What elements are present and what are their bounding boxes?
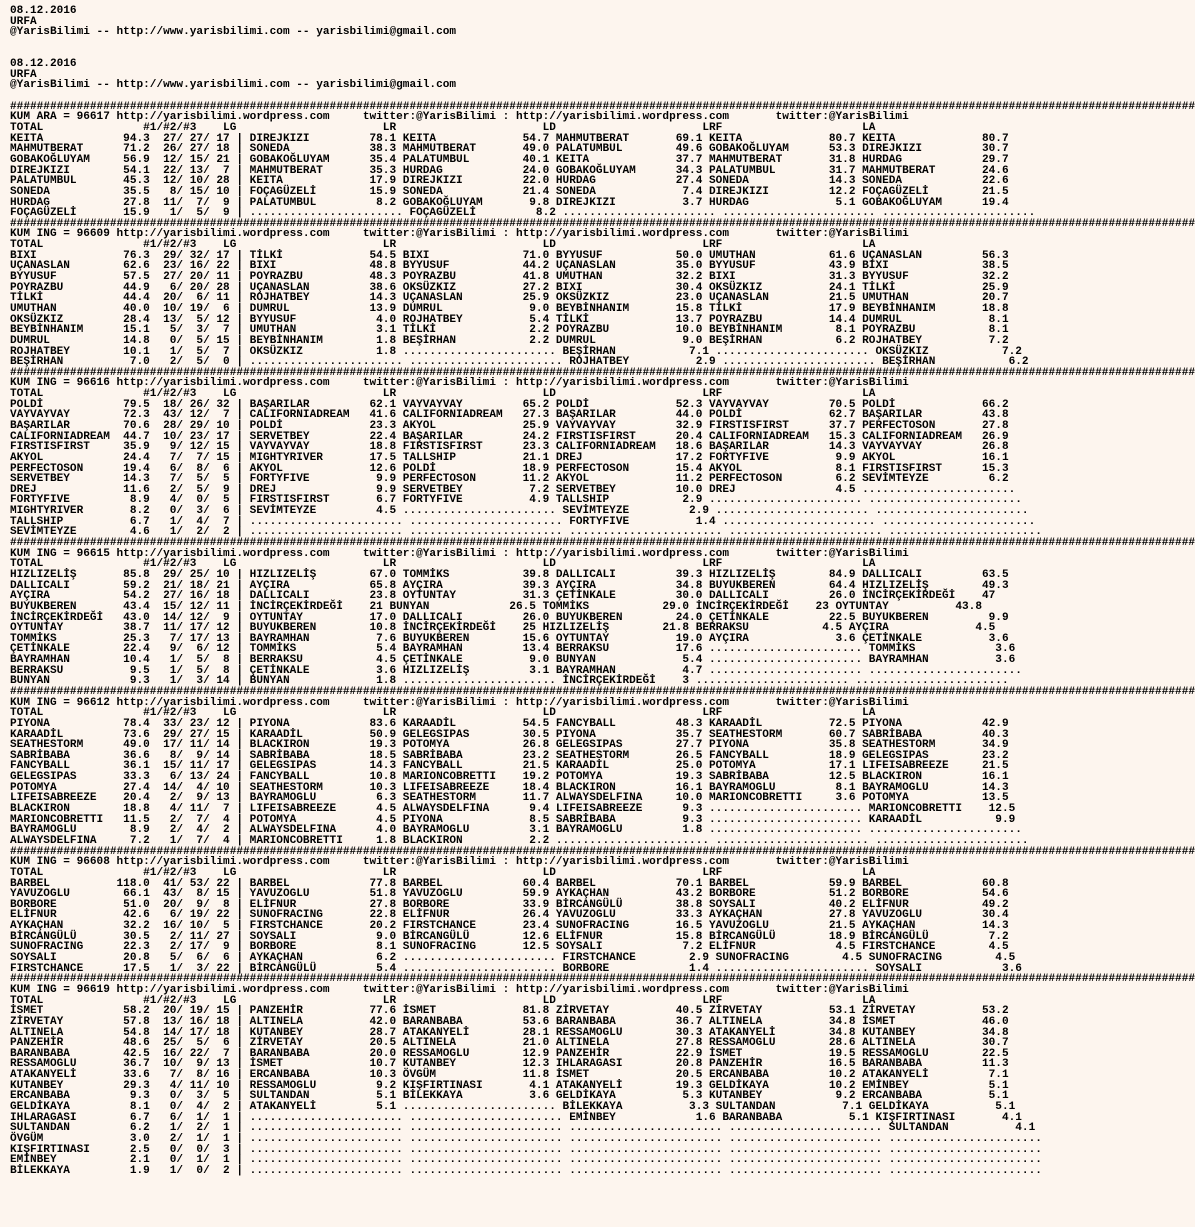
report-line: BAYRAMOGLU 8.9 2/ 4/ 2 | ALWAYSDELFINA 4.0 BAYRAMOGLU 3.1 BAYRAMOGLU 1.8 ....................... ....................... bbox=[10, 824, 1022, 837]
report-line: BORBORE 51.0 20/ 9/ 8 | ELİFNUR 27.8 BORBORE 33.9 BİRCANGÜLÜ 38.8 SOYSALI 40.2 ELİFNUR 49.2 bbox=[10, 898, 1009, 911]
report-line: YAVUZOGLU 66.1 43/ 8/ 15 | YAVUZOGLU 51.8 YAVUZOGLU 59.9 AYKAÇHAN 43.2 BORBORE 51.2 BORBORE 54.6 bbox=[10, 888, 1009, 901]
report-line: BİLEKKAYA 1.9 1/ 0/ 2 | ....................... ....................... ....................... ....................... ....................... bbox=[10, 1164, 1042, 1177]
report-line: HURDAG 27.8 11/ 7/ 9 | PALATUMBUL 8.2 GOBAKOĞLUYAM 9.8 DIREJKIZI 3.7 HURDAG 5.1 GOBAKOĞLUYAM 19.4 bbox=[10, 196, 1009, 209]
report-line: İSMET 58.2 20/ 19/ 15 | PANZEHİR 77.6 İSMET 81.8 ZİRVETAY 40.5 ZİRVETAY 53.1 ZİRVETAY 53.2 bbox=[10, 1005, 1009, 1018]
report-line: ################################################################################################################################################################################## bbox=[10, 100, 1195, 113]
report-line: ################################################################################################################################################################################## bbox=[10, 845, 1195, 858]
report-line: TOTAL #1/#2/#3 LG LR LD LRF LA bbox=[10, 866, 876, 879]
report-line: KIŞFIRTINASI 2.5 0/ 0/ 3 | ....................... ....................... ....................... ....................... ....................... bbox=[10, 1143, 1042, 1156]
report-line: TOTAL #1/#2/#3 LG LR LD LRF LA bbox=[10, 239, 876, 252]
report-line: DIREJKIZI 54.1 22/ 13/ 7 | MAHMUTBERAT 35.3 HURDAG 24.0 GOBAKOĞLUYAM 34.3 PALATUMBUL 31.7 MAHMUTBERAT 24.6 bbox=[10, 164, 1009, 177]
report-line: SONEDA 35.5 8/ 15/ 10 | FOÇAGÜZELİ 15.9 SONEDA 21.4 SONEDA 7.4 DIREJKIZI 12.2 FOÇAGÜZELİ 21.5 bbox=[10, 185, 1009, 198]
report-line: PIYONA 78.4 33/ 23/ 12 | PIYONA 83.6 KARAADİL 54.5 FANCYBALL 48.3 KARAADİL 72.5 PIYONA 42.9 bbox=[10, 717, 1009, 730]
report-line: URFA bbox=[10, 68, 37, 81]
report-line: DREJ 11.6 2/ 5/ 9 | DREJ 9.9 SERVETBEY 7.2 SERVETBEY 10.0 DREJ 4.5 ....................... bbox=[10, 483, 1016, 496]
report-line: SEVİMTEYZE 4.6 1/ 2/ 2 | ....................... ....................... ....................... ....................... ....................... bbox=[10, 526, 1042, 539]
report-line: UÇANASLAN 62.6 23/ 16/ 22 | BIXI 48.8 BYYUSUF 44.2 UÇANASLAN 35.0 BYYUSUF 43.9 BIXI 38.5 bbox=[10, 260, 1009, 273]
report-line: KUM ING = 96608 http://yarisbilimi.wordpress.com twitter:@YarisBilimi : http://yarisbilimi.wordpress.com twitter:@YarisBilimi bbox=[10, 856, 909, 869]
report-line: BARANBABA 42.5 16/ 22/ 7 | BARANBABA 20.0 RESSAMOGLU 12.9 PANZEHİR 22.9 İSMET 19.5 RESSAMOGLU 22.5 bbox=[10, 1047, 1009, 1060]
report-line: ################################################################################################################################################################################## bbox=[10, 973, 1195, 986]
report-line: RESSAMOGLU 36.7 10/ 9/ 13 | İSMET 10.7 KUTANBEY 12.3 IHLARAGASI 20.8 PANZEHİR 16.5 BARANBABA 11.3 bbox=[10, 1058, 1009, 1071]
report-line: KUTANBEY 29.3 4/ 11/ 10 | RESSAMOGLU 9.2 KIŞFIRTINASI 4.1 ATAKANYELİ 19.3 GELDİKAYA 10.2 EMİNBEY 5.1 bbox=[10, 1079, 1009, 1092]
report-line: GELDİKAYA 8.1 0/ 4/ 2 | ATAKANYELİ 5.1 ....................... BİLEKKAYA 3.3 SULTANDAN 7.1 GELDİKAYA 5.1 bbox=[10, 1100, 1016, 1113]
report-line: KARAADİL 73.6 29/ 27/ 15 | KARAADİL 50.9 GELEGSIPAS 30.5 PIYONA 35.7 SEATHESTORM 60.7 SABRİBABA 40.3 bbox=[10, 728, 1009, 741]
report-line: LIFEISABREEZE 20.4 2/ 9/ 13 | BAYRAMOGLU 6.3 SEATHESTORM 11.7 ALWAYSDELFINA 10.0 MARIONCOBRETTI 3.6 POTOMYA 13.5 bbox=[10, 792, 1009, 805]
report-line: ALTINELA 54.8 14/ 17/ 18 | KUTANBEY 28.7 ATAKANYELİ 28.1 RESSAMOGLU 30.3 ATAKANYELİ 34.8 KUTANBEY 34.8 bbox=[10, 1026, 1009, 1039]
report-line: FORTYFIVE 8.9 4/ 0/ 5 | FIRSTISFIRST 6.7 FORTYFIVE 4.9 TALLSHIP 2.9 ....................... ....................... bbox=[10, 494, 1022, 507]
report-line: ROJHATBEY 10.1 1/ 5/ 7 | OKSÜZKIZ 1.8 ....................... BEŞİRHAN 7.1 ....................... OKSÜZKIZ 7.2 bbox=[10, 345, 1022, 358]
report-line: SULTANDAN 6.2 1/ 2/ 1 | ....................... ....................... ....................... ....................... SULTANDAN 4.1 bbox=[10, 1122, 1036, 1135]
report-line: İNCİRÇEKİRDEĞİ 43.0 14/ 12/ 9 | OYTUNTAY 17.0 DALLICALI 26.0 BUYUKBEREN 24.0 ÇETİNKALE 22.5 BUYUKBEREN 9.9 bbox=[10, 611, 1009, 624]
report-line: BAŞARILAR 70.6 28/ 29/ 10 | POLDİ 23.3 AKYOL 25.9 VAYVAYVAY 32.9 FIRSTISFIRST 37.7 PERFECTOSON 27.8 bbox=[10, 419, 1009, 432]
report-line: ################################################################################################################################################################################## bbox=[10, 366, 1195, 379]
report-line: FANCYBALL 36.1 15/ 11/ 17 | GELEGSIPAS 14.3 FANCYBALL 21.5 KARAADİL 25.0 POTOMYA 17.1 LIFEISABREEZE 21.5 bbox=[10, 760, 1009, 773]
report-line: MAHMUTBERAT 71.2 26/ 27/ 18 | SONEDA 38.3 MAHMUTBERAT 49.0 PALATUMBUL 49.6 GOBAKOĞLUYAM 53.3 DIREJKIZI 30.7 bbox=[10, 143, 1009, 156]
report-line: KUM ING = 96612 http://yarisbilimi.wordpress.com twitter:@YarisBilimi : http://yarisbilimi.wordpress.com twitter:@YarisBilimi bbox=[10, 696, 909, 709]
report-line: BUYUKBEREN 43.4 15/ 12/ 11 | İNCİRÇEKİRDEĞİ 21 BUNYAN 26.5 TOMMİKS 29.0 İNCİRÇEKİRDEĞİ 23 OYTUNTAY 43.8 bbox=[10, 600, 982, 613]
report-line: TOTAL #1/#2/#3 LG LR LD LRF LA bbox=[10, 122, 876, 135]
report-line: IHLARAGASI 6.7 6/ 1/ 1 | ....................... ....................... EMİNBEY 1.6 BARANBABA 5.1 KIŞFIRTINASI 4.1 bbox=[10, 1111, 1022, 1124]
report-line: 08.12.2016 bbox=[10, 58, 77, 71]
report-line: BIXI 76.3 29/ 32/ 17 | TİLKİ 54.5 BIXI 71.0 BYYUSUF 50.0 UMUTHAN 61.6 UÇANASLAN 56.3 bbox=[10, 249, 1009, 262]
report-line: EMİNBEY 2.1 0/ 1/ 1 | ....................... ....................... ....................... ....................... ....................... bbox=[10, 1154, 1042, 1167]
report-line: ELİFNUR 42.6 6/ 19/ 22 | SUNOFRACING 22.8 ELİFNUR 26.4 YAVUZOGLU 33.3 AYKAÇHAN 27.8 YAVUZOGLU 30.4 bbox=[10, 909, 1009, 922]
report-line: BİRCANGÜLÜ 30.5 2/ 11/ 27 | SOYSALI 9.0 BİRCANGÜLÜ 12.6 ELİFNUR 15.8 BİRCANGÜLÜ 18.9 BİRCANGÜLÜ 7.2 bbox=[10, 930, 1009, 943]
report-line: PERFECTOSON 19.4 6/ 8/ 6 | AKYOL 12.6 POLDİ 18.9 PERFECTOSON 15.4 AKYOL 8.1 FIRSTISFIRST 15.3 bbox=[10, 462, 1009, 475]
report-line: TOMMİKS 25.3 7/ 17/ 13 | BAYRAMHAN 7.6 BUYUKBEREN 15.6 OYTUNTAY 19.0 AYÇIRA 3.6 ÇETİNKALE 3.6 bbox=[10, 632, 1009, 645]
report-line: KUM ING = 96615 http://yarisbilimi.wordpress.com twitter:@YarisBilimi : http://yarisbilimi.wordpress.com twitter:@YarisBilimi bbox=[10, 547, 909, 560]
report-line: SEATHESTORM 49.0 17/ 11/ 14 | BLACKIRON 19.3 POTOMYA 26.8 GELEGSIPAS 27.7 PIYONA 35.8 SEATHESTORM 34.9 bbox=[10, 739, 1009, 752]
report-line: KUM ING = 96616 http://yarisbilimi.wordpress.com twitter:@YarisBilimi : http://yarisbilimi.wordpress.com twitter:@YarisBilimi bbox=[10, 377, 909, 390]
report-line: 08.12.2016 bbox=[10, 5, 77, 17]
report-line: OYTUNTAY 38.7 11/ 17/ 12 | BUYUKBEREN 10.8 İNCİRÇEKİRDEĞİ 25 HIZLIZELİŞ 21.8 BERRAKSU 4.5 AYÇIRA 4.5 bbox=[10, 622, 996, 635]
report-line: VAYVAYVAY 72.3 43/ 12/ 7 | CALIFORNIADREAM 41.6 CALIFORNIADREAM 27.3 BAŞARILAR 44.0 POLDİ 62.7 BAŞARILAR 43.8 bbox=[10, 409, 1009, 422]
report-line: BARBEL 118.0 41/ 53/ 22 | BARBEL 77.8 BARBEL 60.4 BARBEL 70.1 BARBEL 59.9 BARBEL 60.8 bbox=[10, 877, 1009, 890]
report-line: GELEGSIPAS 33.3 6/ 13/ 24 | FANCYBALL 10.8 MARIONCOBRETTI 19.2 POTOMYA 19.3 SABRİBABA 12.5 BLACKIRON 16.1 bbox=[10, 771, 1009, 784]
report-line: BERRAKSU 9.5 1/ 5/ 8 | ÇETİNKALE 3.6 HIZLIZELİŞ 3.1 BAYRAMHAN 4.7 ....................... ....................... bbox=[10, 664, 1022, 677]
report-line: TİLKİ 44.4 20/ 6/ 11 | ROJHATBEY 14.3 UÇANASLAN 25.9 OKSÜZKIZ 23.0 UÇANASLAN 21.5 UMUTHAN 20.7 bbox=[10, 292, 1009, 305]
report-line: BEYBİNHANIM 15.1 5/ 3/ 7 | UMUTHAN 3.1 TİLKİ 2.2 POYRAZBU 10.0 BEYBİNHANIM 8.1 POYRAZBU 8.1 bbox=[10, 324, 1009, 337]
report-line: UMUTHAN 40.0 10/ 19/ 6 | DUMRUL 13.9 DUMRUL 9.0 BEYBİNHANIM 15.8 TİLKİ 17.9 BEYBİNHANIM 18.8 bbox=[10, 302, 1009, 315]
report-line: POLDİ 79.5 18/ 26/ 32 | BAŞARILAR 62.1 VAYVAYVAY 65.2 POLDİ 52.3 VAYVAYVAY 70.5 POLDİ 66.2 bbox=[10, 398, 1009, 411]
report-line bbox=[10, 49, 1064, 60]
report-line: @YarisBilimi -- http://www.yarisbilimi.com -- yarisbilimi@gmail.com bbox=[10, 79, 457, 92]
report-line: KUM ARA = 96617 http://yarisbilimi.wordpress.com twitter:@YarisBilimi : http://yarisbilimi.wordpress.com twitter:@YarisBilimi bbox=[10, 111, 909, 124]
report-line: TOTAL #1/#2/#3 LG LR LD LRF LA bbox=[10, 994, 876, 1007]
report-line: ATAKANYELİ 33.6 7/ 8/ 16 | ERCANBABA 10.3 ÖVGÜM 11.8 İSMET 20.5 ERCANBABA 10.2 ATAKANYELİ 7.1 bbox=[10, 1069, 1009, 1082]
report-line: HIZLIZELİŞ 85.8 29/ 25/ 10 | HIZLIZELİŞ 67.0 TOMMİKS 39.8 DALLICALI 39.3 HIZLIZELİŞ 84.9 DALLICALI 63.5 bbox=[10, 568, 1009, 581]
report-line: KEITA 94.3 27/ 27/ 17 | DIREJKIZI 78.1 KEITA 54.7 MAHMUTBERAT 69.1 KEITA 80.7 KEITA 80.7 bbox=[10, 132, 1009, 145]
report-line: DUMRUL 14.8 0/ 5/ 15 | BEYBİNHANIM 1.8 BEŞİRHAN 2.2 DUMRUL 9.0 BEŞİRHAN 6.2 ROJHATBEY 7.2 bbox=[10, 334, 1009, 347]
report-line: URFA bbox=[10, 15, 37, 28]
report-line: SABRİBABA 36.6 8/ 9/ 14 | SABRİBABA 18.5 SABRİBABA 23.2 SEATHESTORM 26.5 FANCYBALL 18.9 GELEGSIPAS 23.2 bbox=[10, 749, 1009, 762]
report-line: BAYRAMHAN 10.4 1/ 5/ 8 | BERRAKSU 4.5 ÇETİNKALE 9.0 BUNYAN 5.4 ....................... BAYRAMHAN 3.6 bbox=[10, 654, 1016, 667]
report-line: AKYOL 24.4 7/ 7/ 15 | MIGHTYRIVER 17.5 TALLSHIP 21.1 DREJ 17.2 FORTYFIVE 9.9 AKYOL 16.1 bbox=[10, 451, 1009, 464]
report-line: BLACKIRON 18.8 4/ 11/ 7 | LIFEISABREEZE 4.5 ALWAYSDELFINA 9.4 LIFEISABREEZE 9.3 ....................... MARIONCOBRETTI 12.5 bbox=[10, 803, 1016, 816]
report-line: PALATUMBUL 45.3 12/ 10/ 28 | KEITA 17.9 DIREJKIZI 22.0 HURDAG 27.4 SONEDA 14.3 SONEDA 22.6 bbox=[10, 175, 1009, 188]
report-line: MIGHTYRIVER 8.2 0/ 3/ 6 | SEVİMTEYZE 4.5 ....................... SEVİMTEYZE 2.9 ....................... ....................... bbox=[10, 505, 1029, 518]
report-line: KUM ING = 96619 http://yarisbilimi.wordpress.com twitter:@YarisBilimi : http://yarisbilimi.wordpress.com twitter:@YarisBilimi bbox=[10, 983, 909, 996]
report-line: PANZEHİR 48.6 25/ 5/ 6 | ZİRVETAY 20.5 ALTINELA 21.0 ALTINELA 27.8 RESSAMOGLU 28.6 ALTINELA 30.7 bbox=[10, 1037, 1009, 1050]
report-line: AYKAÇHAN 32.2 16/ 10/ 5 | FIRSTCHANCE 20.2 FIRSTCHANCE 23.4 SUNOFRACING 16.5 YAVUZOGLU 21.5 AYKAÇHAN 14.3 bbox=[10, 920, 1009, 933]
report-line: ZİRVETAY 57.8 13/ 16/ 18 | ALTINELA 42.0 BARANBABA 53.6 BARANBABA 36.7 ALTINELA 34.8 İSMET 46.0 bbox=[10, 1015, 1009, 1028]
report-line: ################################################################################################################################################################################## bbox=[10, 686, 1195, 698]
report-line: DALLICALI 59.2 21/ 18/ 21 | AYÇIRA 65.8 AYÇIRA 39.3 AYÇIRA 34.8 BUYUKBEREN 64.4 HIZLIZELİŞ 49.3 bbox=[10, 579, 1009, 592]
report-line: FIRSTCHANCE 17.5 1/ 3/ 22 | BİRCANGÜLÜ 5.4 ....................... BORBORE 1.4 ....................... SOYSALI 3.6 bbox=[10, 962, 1022, 975]
report-line: TOTAL #1/#2/#3 LG LR LD LRF LA bbox=[10, 558, 876, 571]
report-line: SOYSALI 20.8 5/ 6/ 6 | AYKAÇHAN 6.2 ....................... FIRSTCHANCE 2.9 SUNOFRACING 4.5 SUNOFRACING 4.5 bbox=[10, 952, 1016, 965]
report-line: @YarisBilimi -- http://www.yarisbilimi.com -- yarisbilimi@gmail.com bbox=[10, 26, 457, 39]
report-line: ERCANBABA 9.3 0/ 3/ 5 | SULTANDAN 5.1 BİLEKKAYA 3.6 GELDİKAYA 5.3 KUTANBEY 9.2 ERCANBABA 5.1 bbox=[10, 1090, 1009, 1103]
report-line: ################################################################################################################################################################################## bbox=[10, 537, 1195, 550]
report-line: POTOMYA 27.4 14/ 4/ 10 | SEATHESTORM 10.3 LIFEISABREEZE 18.4 BLACKIRON 16.1 BAYRAMOGLU 8.1 BAYRAMOGLU 14.3 bbox=[10, 781, 1009, 794]
report-line: ÇETİNKALE 22.4 9/ 6/ 12 | TOMMİKS 5.4 BAYRAMHAN 13.4 BERRAKSU 17.6 ....................... TOMMİKS 3.6 bbox=[10, 643, 1016, 656]
report-line: OKSÜZKIZ 28.4 13/ 5/ 12 | BYYUSUF 4.0 ROJHATBEY 5.4 TİLKİ 13.7 POYRAZBU 14.4 DUMRUL 8.1 bbox=[10, 313, 1009, 326]
report-line: ÖVGÜM 3.0 2/ 1/ 1 | ....................... ....................... ....................... ....................... ....................... bbox=[10, 1132, 1042, 1145]
report-line: TOTAL #1/#2/#3 LG LR LD LRF LA bbox=[10, 707, 876, 720]
report-line: FIRSTISFIRST 35.9 9/ 12/ 15 | VAYVAYVAY 18.8 FIRSTISFIRST 23.3 CALIFORNIADREAM 18.6 BAŞARILAR 14.3 VAYVAYVAY 26.8 bbox=[10, 441, 1009, 454]
report-line: ALWAYSDELFINA 7.2 1/ 7/ 4 | MARIONCOBRETTI 1.8 BLACKIRON 2.2 ....................... ....................... ....................... bbox=[10, 834, 1029, 847]
report-line: MARIONCOBRETTI 11.5 2/ 7/ 4 | POTOMYA 4.5 PIYONA 8.5 SABRİBABA 9.3 ....................... KARAADİL 9.9 bbox=[10, 813, 1016, 826]
report-line: BYYUSUF 57.5 27/ 20/ 11 | POYRAZBU 48.3 POYRAZBU 41.8 UMUTHAN 32.2 BIXI 31.3 BYYUSUF 32.2 bbox=[10, 271, 1009, 284]
report-line: AYÇIRA 54.2 27/ 16/ 18 | DALLICALI 23.8 OYTUNTAY 31.3 ÇETİNKALE 30.0 DALLICALI 26.0 İNCİRÇEKİRDEĞİ 47 bbox=[10, 590, 996, 603]
report-line: FOÇAGÜZELİ 15.9 1/ 5/ 9 | ....................... FOÇAGÜZELİ 8.2 ....................... ....................... ....................... bbox=[10, 207, 1036, 220]
report-line: BEŞİRHAN 7.0 2/ 5/ 0 | ....................... ....................... ROJHATBEY 2.9 ....................... BEŞİRHAN 6.2 bbox=[10, 356, 1029, 369]
report-line: GOBAKOĞLUYAM 56.9 12/ 15/ 21 | GOBAKOĞLUYAM 35.4 PALATUMBUL 40.1 KEITA 37.7 MAHMUTBERAT 31.8 HURDAG 29.7 bbox=[10, 153, 1009, 166]
report-line: POYRAZBU 44.9 6/ 20/ 28 | UÇANASLAN 38.6 OKSÜZKIZ 27.2 BIXI 30.4 OKSÜZKIZ 24.1 TİLKİ 25.9 bbox=[10, 281, 1009, 294]
report-line bbox=[10, 38, 1064, 49]
report-line: TOTAL #1/#2/#3 LG LR LD LRF LA bbox=[10, 388, 876, 401]
report-line: CALIFORNIADREAM 44.7 10/ 23/ 17 | SERVETBEY 22.4 BAŞARILAR 24.2 FIRSTISFIRST 20.4 CALIFORNIADREAM 15.3 CALIFORNIADREAM 26.9 bbox=[10, 430, 1009, 443]
report-line: BUNYAN 9.3 1/ 3/ 14 | BUNYAN 1.8 ....................... İNCİRÇEKİRDEĞİ 3 ....................... ....................... bbox=[10, 675, 1009, 688]
report-line: SUNOFRACING 22.3 2/ 17/ 9 | BORBORE 8.1 SUNOFRACING 12.5 SOYSALI 7.2 ELİFNUR 4.5 FIRSTCHANCE 4.5 bbox=[10, 941, 1009, 954]
report-line: TALLSHIP 6.7 1/ 4/ 7 | ....................... ....................... FORTYFIVE 1.4 ....................... ....................... bbox=[10, 515, 1036, 528]
report-line: SERVETBEY 14.3 7/ 5/ 5 | FORTYFIVE 9.9 PERFECTOSON 11.2 AKYOL 11.2 PERFECTOSON 6.2 SEVİMTEYZE 6.2 bbox=[10, 473, 1009, 486]
report-line: KUM ING = 96609 http://yarisbilimi.wordpress.com twitter:@YarisBilimi : http://yarisbilimi.wordpress.com twitter:@YarisBilimi bbox=[10, 228, 909, 241]
report-line: ################################################################################################################################################################################## bbox=[10, 217, 1195, 230]
